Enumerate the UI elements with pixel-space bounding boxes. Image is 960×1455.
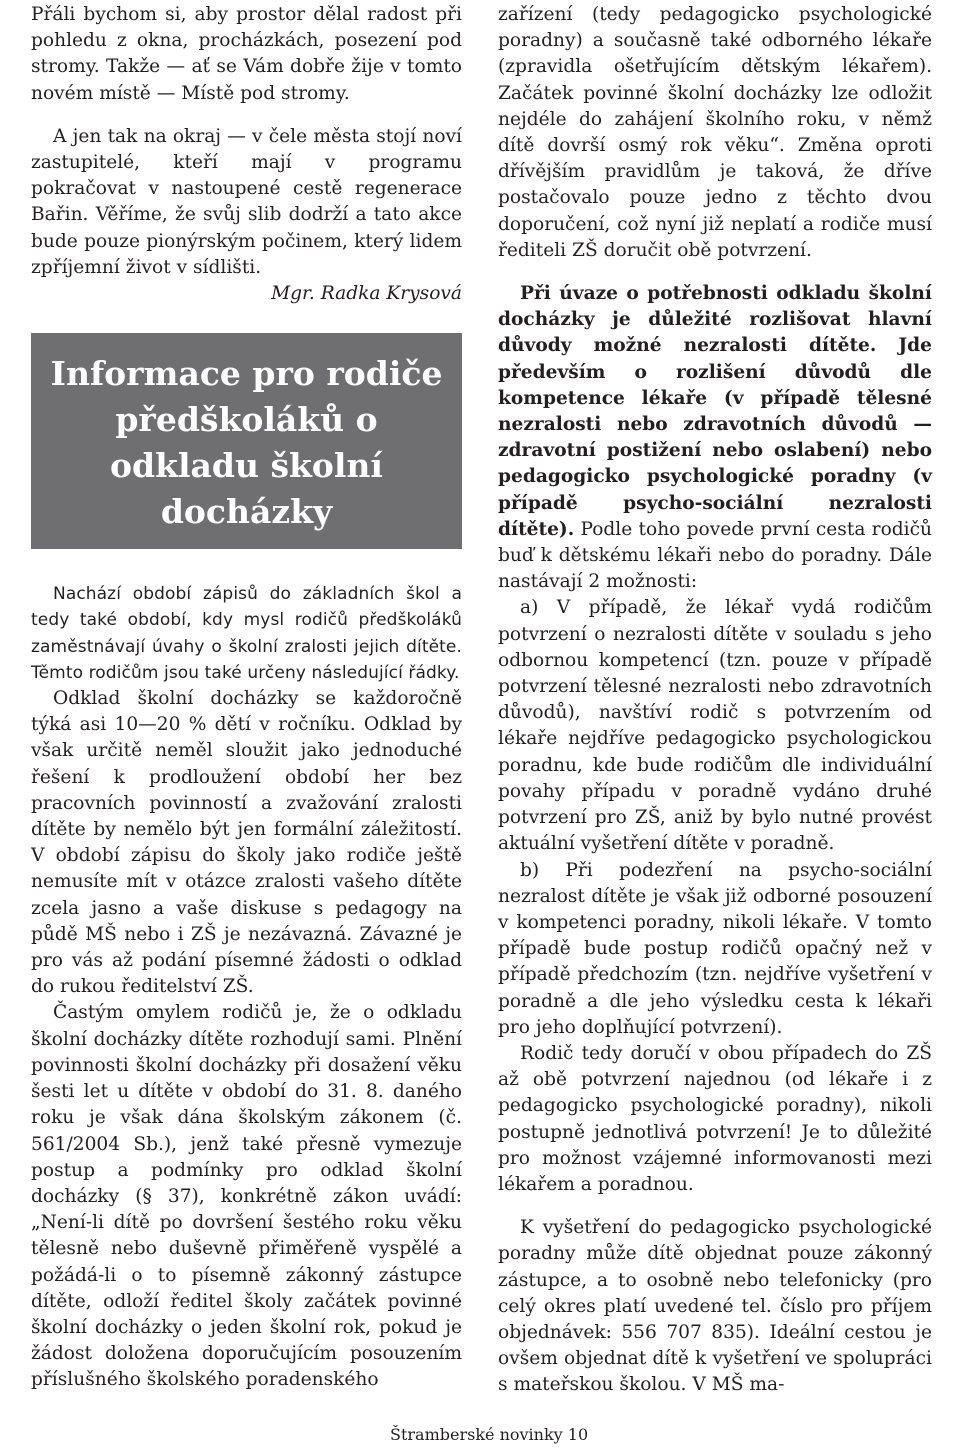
bold-lead-text: Při úvaze o potřebnosti odkladu školní docházky je důležité rozlišovat hlavní důvody možné nezralosti dítěte. Jde především o rozlišení důvodů dle kompetence lékaře (v případě tělesné nezralosti nebo zdravotních důvodů — zdravotní postižení nebo oslabení) nebo pedagogicko psychologické poradny (v případě psycho-sociální nezralosti dítěte). xyxy=(498,283,932,540)
article-headline: Informace pro rodiče předškoláků o odkladu školní docházky xyxy=(31,333,462,549)
paragraph: b) Při podezření na psycho-sociální nezralost dítěte je však již odborné posouzení v kompetenci poradny, nikoli lékaře. V tomto případě bude postup rodičů opačný než v případě předchozím (tzn. nejdříve vyšetření v poradně a dle jeho výsledku cesta k lékaři pro jeho doplňující potvrzení). xyxy=(498,859,932,1038)
paragraph: A jen tak na okraj — v čele města stojí noví zastupitelé, kteří mají v programu pokračovat v nastoupené cestě regenerace Bařin. Věříme, že svůj slib dodrží a tato akce bude pouze pionýrským počinem, který lidem zpříjemní život v sídlišti. xyxy=(31,125,462,278)
paragraph: Rodič tedy doručí v obou případech do ZŠ až obě potvrzení najednou (od lékaře i z pedagogicko psychologické poradny), nikoli postupně jednotlivá potvrzení! Je to důležité pro možnost vzájemné informovanosti mezi lékařem a poradnou. xyxy=(498,1042,932,1195)
paragraph-text: Podle toho povede první cesta rodičů buď k dětskému lékaři nebo do poradny. Dále nastávají 2 možnosti: xyxy=(498,518,932,593)
paragraph: zařízení (tedy pedagogicko psychologické poradny) a současně také odborného lékaře (zpravidla ošetřujícím dětským lékařem). Začátek povinné školní docházky lze odložit nejdéle do zahájení školního roku, v němž dítě dovrší osmý rok věku“. Změna oproti dřívějším pravidlům je taková, že dříve postačovalo pouze jedno z těchto dvou doporučení, což nyní již neplatí a rodiče musí řediteli ZŠ doručit obě potvrzení. xyxy=(498,4,932,261)
page-footer: Štramberské novinky 10 xyxy=(390,1425,589,1444)
author-signature: Mgr. Radka Krysová xyxy=(271,283,462,305)
paragraph: K vyšetření do pedagogicko psychologické poradny může dítě objednat pouze zákonný zástupce, a to osobně nebo telefonicky (pro celý okres platí uvedené tel. číslo pro příjem objednávek: 556 707 835). Ideální cestou je ovšem objednat dítě k vyšetření ve spolupráci s mateřskou školou. V MŠ ma- xyxy=(498,1217,932,1396)
left-column xyxy=(31,2,462,1394)
paragraph xyxy=(498,281,932,595)
paragraph: Odklad školní docházky se každoročně týká asi 10—20 % dětí v ročníku. Odklad by však určitě neměl sloužit jako jednoduché řešení k prodloužení období her bez pracovních povinností a zvažování zralosti dítěte by nemělo být jen formální záležitostí. V období zápisu do školy jako rodiče ještě nemusíte mít v otázce zralosti vašeho dítěte zcela jasno a vaše diskuse s pedagogy na půdě MŠ nebo i ZŠ je nezávazná. Závazné je pro vás až podání písemné žádosti o odklad do rukou ředitelství ZŠ. xyxy=(31,688,462,998)
paragraph: Častým omylem rodičů je, že o odkladu školní docházky dítěte rozhodují sami. Plnění povinnosti školní docházky při dosažení věku šesti let u dítěte v období do 31. 8. daného roku je však dána školským zákonem (č. 561/2004 Sb.), jenž také přesně vymezuje postup a podmínky pro odklad školní docházky (§ 37), konkrétně zákon uvádí: „Není-li dítě po dovršení šestého roku věku tělesně nebo duševně přiměřeně vyspělé a požádá-li o to písemně zákonný zástupce dítěte, odloží ředitel školy začátek povinné školní docházky o jeden školní rok, pokud je žádost doložena doporučujícím posouzením příslušného školského poradenského xyxy=(31,1002,462,1391)
right-column xyxy=(498,2,932,1399)
paragraph: Nachází období zápisů do základních škol a tedy také období, kdy mysl rodičů předškoláků zaměstnávají úvahy o školní zralosti jejich dítěte. Těmto rodičům jsou také určeny následující řádky. xyxy=(31,584,462,683)
paragraph: a) V případě, že lékař vydá rodičům potvrzení o nezralosti dítěte v souladu s jeho odbornou kompetencí (tzn. pouze v případě potvrzení tělesné nezralosti nebo zdravotních důvodů), navštíví rodič s potvrzením od lékaře nejdříve pedagogicko psychologickou poradnu, kde bude rodičům dle individuální povahy případu v poradně vydáno druhé potvrzení pro ZŠ, aniž by bylo nutné provést aktuální vyšetření dítěte v poradně. xyxy=(498,597,932,855)
paragraph: Přáli bychom si, aby prostor dělal radost při pohledu z okna, procházkách, posezení pod stromy. Takže — ať se Vám dobře žije v tomto novém místě — Místě pod stromy. xyxy=(31,4,462,104)
